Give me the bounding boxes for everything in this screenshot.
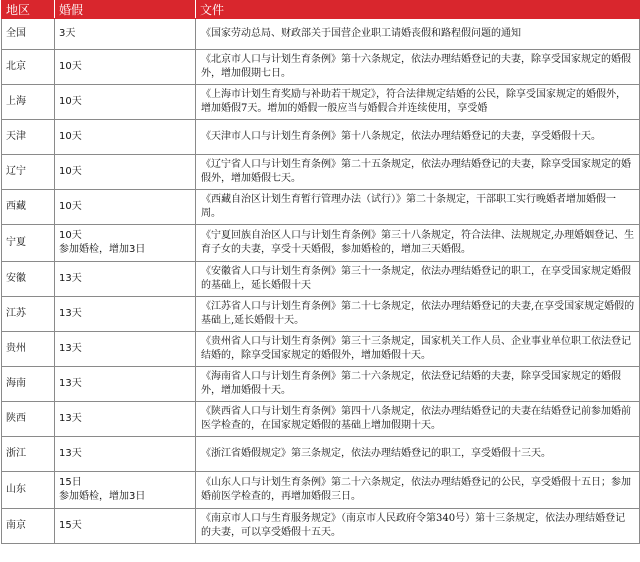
document-cell: 《山东人口与计划生育条例》第二十六条规定，依法办理结婚登记的公民，享受婚假十五日；参加婚前医学检查的，再增加婚假三日。 [196,472,640,509]
days-cell: 10天 [55,190,196,225]
region-cell: 宁夏 [2,225,55,262]
document-cell: 《上海市计划生育奖励与补助若干规定》，符合法律规定结婚的公民，除享受国家规定的婚假外，增加婚假7天。增加的婚假一般应当与婚假合并连续使用，享受婚 [196,85,640,120]
days-value: 15日 [59,477,82,488]
days-extra-note: 参加婚检，增加3日 [59,491,146,502]
table-row [2,332,640,367]
document-cell: 《江苏省人口与计划生育条例》第二十七条规定，依法办理结婚登记的夫妻,在享受国家规定婚假的基础上,延长婚假十天。 [196,297,640,332]
table-row [2,262,640,297]
table-row [2,120,640,155]
region-cell: 北京 [2,50,55,85]
days-cell: 10天 [55,120,196,155]
region-cell: 山东 [2,472,55,509]
table-row [2,367,640,402]
table-row [2,190,640,225]
marriage-leave-table [1,0,640,544]
region-cell: 海南 [2,367,55,402]
days-cell: 10天 [55,85,196,120]
document-cell: 《宁夏回族自治区人口与计划生育条例》第三十八条规定，符合法律、法规规定,办理婚姻登记、生育子女的夫妻，享受十天婚假，参加婚检的，增加三天婚假。 [196,225,640,262]
document-cell: 《贵州省人口与计划生育条例》第三十三条规定，国家机关工作人员、企业事业单位职工依法登记结婚的，除享受国家规定的婚假外，增加婚假十天。 [196,332,640,367]
document-cell: 《南京市人口与生育服务规定》（南京市人民政府令第340号）第十三条规定，依法办理结婚登记的夫妻，可以享受婚假十五天。 [196,509,640,544]
document-cell: 《国家劳动总局、财政部关于国营企业职工请婚丧假和路程假问题的通知 [196,19,640,50]
column-header-days: 婚假 [55,1,196,19]
region-cell: 上海 [2,85,55,120]
document-cell: 《海南省人口与计划生育条例》第二十六条规定，依法登记结婚的夫妻，除享受国家规定的婚假外，增加婚假十天。 [196,367,640,402]
days-cell: 13天 [55,297,196,332]
region-cell: 天津 [2,120,55,155]
days-extra-note: 参加婚检，增加3日 [59,244,146,255]
document-cell: 《陕西省人口与计划生育条例》第四十八条规定，依法办理结婚登记的夫妻在结婚登记前参加婚前医学检查的，在国家规定婚假的基础上增加假期十天。 [196,402,640,437]
table-row [2,19,640,50]
days-cell: 10天 [55,155,196,190]
column-header-region: 地区 [2,1,55,19]
table-row [2,85,640,120]
days-cell: 10天 [55,50,196,85]
document-cell: 《浙江省婚假规定》第三条规定，依法办理结婚登记的职工，享受婚假十三天。 [196,437,640,472]
document-cell: 《北京市人口与计划生育条例》第十六条规定，依法办理结婚登记的夫妻，除享受国家规定的婚假外，增加假期七日。 [196,50,640,85]
region-cell: 浙江 [2,437,55,472]
column-header-document: 文件 [196,1,640,19]
days-cell: 13天 [55,262,196,297]
table-row [2,155,640,190]
days-cell: 13天 [55,437,196,472]
days-cell: 3天 [55,19,196,50]
region-cell: 辽宁 [2,155,55,190]
region-cell: 全国 [2,19,55,50]
document-cell: 《辽宁省人口与计划生育条例》第二十五条规定，依法办理结婚登记的夫妻，除享受国家规定的婚假外，增加婚假七天。 [196,155,640,190]
days-value: 10天 [59,230,82,241]
table-row [2,225,640,262]
days-cell: 13天 [55,332,196,367]
table-row [2,50,640,85]
days-cell: 13天 [55,367,196,402]
table-row [2,402,640,437]
days-cell: 15天 [55,509,196,544]
region-cell: 安徽 [2,262,55,297]
document-cell: 《天津市人口与计划生育条例》第十八条规定，依法办理结婚登记的夫妻，享受婚假十天。 [196,120,640,155]
region-cell: 西藏 [2,190,55,225]
table-row [2,472,640,509]
days-cell [55,225,196,262]
document-cell: 《安徽省人口与计划生育条例》第三十一条规定，依法办理结婚登记的职工，在享受国家规定婚假的基础上，延长婚假十天 [196,262,640,297]
region-cell: 陕西 [2,402,55,437]
region-cell: 贵州 [2,332,55,367]
table-header-row [2,1,640,19]
table-row [2,437,640,472]
table-row [2,297,640,332]
region-cell: 南京 [2,509,55,544]
days-cell: 13天 [55,402,196,437]
document-cell: 《西藏自治区计划生育暂行管理办法（试行）》第二十条规定，干部职工实行晚婚者增加婚假一周。 [196,190,640,225]
days-cell [55,472,196,509]
region-cell: 江苏 [2,297,55,332]
table-row [2,509,640,544]
